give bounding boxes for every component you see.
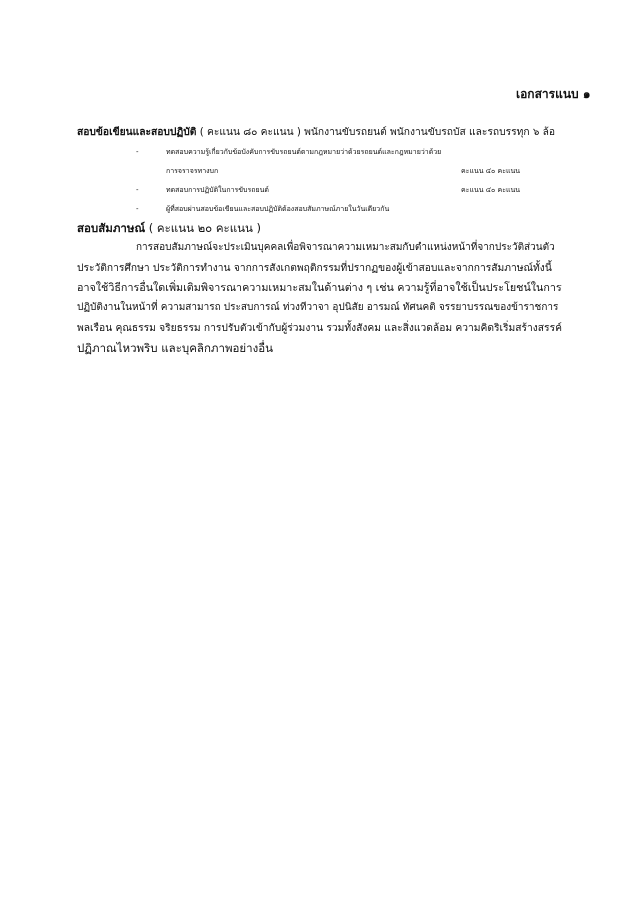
interview-paragraph-line: ปฏิบัติงานในหน้าที่ ความสามารถ ประสบการณ์ ท่วงทีวาจา อุปนิสัย อารมณ์ ทัศนคติ จรรยาบรรณของข้าราชการ bbox=[77, 302, 559, 313]
item-score: คะแนน ๔๐ คะแนน bbox=[461, 186, 521, 194]
attachment-label: เอกสารแนบ ๑ bbox=[516, 87, 591, 101]
interview-paragraph-line: อาจใช้วิธีการอื่นใดเพิ่มเติมพิจารณาความเหมาะสมในด้านต่าง ๆ เช่น ความรู้ที่อาจใช้เป็นประโยชน์ในการ bbox=[77, 281, 562, 294]
item-text-continued: การจราจรทางบก bbox=[166, 167, 219, 175]
item-text: ทดสอบความรู้เกี่ยวกับข้อบังคับการขับรถยนต์ตามกฎหมายว่าด้วยรถยนต์และกฎหมายว่าด้วย bbox=[166, 148, 442, 156]
bullet-dash: - bbox=[136, 148, 139, 156]
interview-heading-detail: ( คะแนน ๒๐ คะแนน ) bbox=[148, 221, 261, 235]
item-score: คะแนน ๔๐ คะแนน bbox=[461, 167, 521, 175]
written-exam-heading-line bbox=[77, 124, 555, 140]
interview-heading-line bbox=[77, 220, 261, 236]
item-text: ทดสอบการปฏิบัติในการขับรถยนต์ bbox=[166, 186, 269, 194]
written-exam-heading-detail: ( คะแนน ๘๐ คะแนน ) พนักงานขับรถยนต์ พนักงานขับรถบัส และรถบรรทุก ๖ ล้อ bbox=[199, 126, 556, 138]
interview-heading: สอบสัมภาษณ์ bbox=[77, 221, 146, 235]
interview-paragraph-line: การสอบสัมภาษณ์จะประเมินบุคคลเพื่อพิจารณาความเหมาะสมกับตำแหน่งหน้าที่จากประวัติส่วนตัว bbox=[136, 242, 555, 253]
interview-paragraph-line: ปฏิภาณไหวพริบ และบุคลิกภาพอย่างอื่น bbox=[77, 341, 274, 355]
bullet-dash: - bbox=[136, 205, 139, 213]
item-text: ผู้ที่สอบผ่านสอบข้อเขียนและสอบปฏิบัติต้องสอบสัมภาษณ์ภายในวันเดียวกัน bbox=[166, 205, 390, 213]
bullet-dash: - bbox=[136, 186, 139, 194]
written-exam-heading: สอบข้อเขียนและสอบปฏิบัติ bbox=[77, 126, 197, 138]
interview-paragraph-line: พลเรือน คุณธรรม จริยธรรม การปรับตัวเข้ากับผู้ร่วมงาน รวมทั้งสังคม และสิ่งแวดล้อม ความคิดริเริ่มสร้างสรรค์ bbox=[77, 322, 562, 334]
interview-paragraph-line: ประวัติการศึกษา ประวัติการทำงาน จากการสังเกตพฤติกรรมที่ปรากฏของผู้เข้าสอบและจากการสัมภาษณ์ทั้งนี้ bbox=[77, 262, 552, 274]
